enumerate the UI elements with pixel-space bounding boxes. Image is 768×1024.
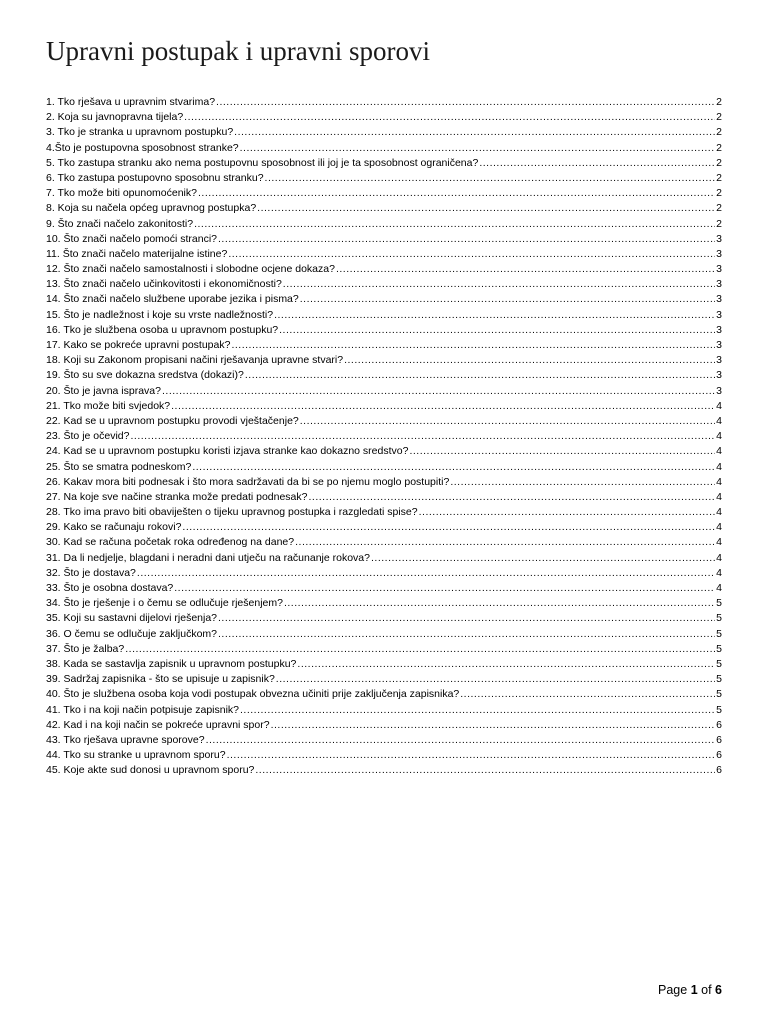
toc-entry-text: 32. Što je dostava? xyxy=(46,566,136,579)
toc-entry[interactable] xyxy=(46,232,722,247)
toc-entry-text: 17. Kako se pokreće upravni postupak? xyxy=(46,339,231,351)
toc-dot-leader xyxy=(182,520,715,535)
page-footer xyxy=(658,982,722,998)
toc-entry-text: 9. Što znači načelo zakonitosti? xyxy=(46,217,194,230)
toc-dot-leader xyxy=(409,444,715,459)
toc-entry-text: 28. Tko ima pravo biti obaviješten o tijeku upravnog postupka i razgledati spise? xyxy=(46,506,418,519)
toc-entry-page-number: 2 xyxy=(716,141,722,154)
toc-entry-text: 3. Tko je stranka u upravnom postupku? xyxy=(46,126,234,139)
toc-entry-page-number: 6 xyxy=(716,718,722,731)
toc-entry-text: 45. Koje akte sud donosi u upravnom sporu? xyxy=(46,764,255,777)
toc-dot-leader xyxy=(231,338,715,353)
toc-dot-leader xyxy=(479,156,715,171)
toc-entry[interactable] xyxy=(46,262,722,277)
toc-entry-page-number: 5 xyxy=(716,673,722,686)
toc-entry-page-number: 6 xyxy=(716,733,722,746)
toc-dot-leader xyxy=(300,414,715,429)
toc-entry[interactable] xyxy=(46,627,722,642)
toc-entry-page-number: 4 xyxy=(716,582,722,594)
toc-entry-page-number: 4 xyxy=(716,475,722,488)
toc-dot-leader xyxy=(218,611,715,626)
toc-entry-text: 5. Tko zastupa stranku ako nema postupovnu sposobnost ili joj je ta sposobnost ograničena? xyxy=(46,156,479,169)
toc-entry-text: 36. O čemu se odlučuje zaključkom? xyxy=(46,627,217,640)
toc-dot-leader xyxy=(194,217,715,232)
toc-dot-leader xyxy=(419,505,716,520)
toc-entry-page-number: 5 xyxy=(716,612,722,625)
toc-entry-text: 4.Što je postupovna sposobnost stranke? xyxy=(46,141,239,154)
toc-entry-page-number: 3 xyxy=(716,278,722,291)
toc-entry[interactable] xyxy=(46,353,722,368)
toc-entry[interactable] xyxy=(46,703,722,718)
toc-dot-leader xyxy=(271,718,716,733)
toc-entry[interactable] xyxy=(46,186,722,201)
toc-dot-leader xyxy=(234,125,715,140)
footer-page-word: Page xyxy=(658,983,688,997)
toc-dot-leader xyxy=(450,475,715,490)
toc-entry-text: 18. Koji su Zakonom propisani načini rješavanja upravne stvari? xyxy=(46,354,344,367)
toc-entry-page-number: 3 xyxy=(716,263,722,276)
toc-entry-text: 11. Što znači načelo materijalne istine? xyxy=(46,247,228,260)
toc-entry-text: 23. Što je očevid? xyxy=(46,430,130,443)
toc-entry-text: 8. Koja su načela općeg upravnog postupka? xyxy=(46,202,257,215)
toc-entry[interactable] xyxy=(46,429,722,444)
toc-entry-page-number: 5 xyxy=(716,657,722,670)
toc-entry[interactable] xyxy=(46,763,722,778)
toc-entry-page-number: 3 xyxy=(716,232,722,245)
toc-entry[interactable] xyxy=(46,95,722,110)
toc-entry-text: 43. Tko rješava upravne sporove? xyxy=(46,733,205,746)
toc-entry[interactable] xyxy=(46,292,722,307)
toc-entry-text: 1. Tko rješava u upravnim stvarima? xyxy=(46,96,216,108)
toc-entry[interactable] xyxy=(46,642,722,657)
toc-entry-text: 25. Što se smatra podneskom? xyxy=(46,460,192,473)
toc-entry-page-number: 4 xyxy=(716,551,722,564)
toc-entry-text: 22. Kad se u upravnom postupku provodi vještačenje? xyxy=(46,414,299,427)
toc-entry[interactable] xyxy=(46,748,722,763)
footer-current-page: 1 xyxy=(690,983,698,997)
toc-dot-leader xyxy=(265,171,716,186)
toc-entry[interactable] xyxy=(46,566,722,581)
toc-dot-leader xyxy=(297,657,715,672)
toc-entry-text: 33. Što je osobna dostava? xyxy=(46,582,174,594)
toc-entry-text: 2. Koja su javnopravna tijela? xyxy=(46,111,184,124)
toc-dot-leader xyxy=(125,642,715,657)
toc-entry-text: 10. Što znači načelo pomoći stranci? xyxy=(46,232,218,245)
toc-entry-page-number: 5 xyxy=(716,627,722,640)
toc-entry-page-number: 2 xyxy=(716,217,722,230)
toc-entry[interactable] xyxy=(46,399,722,414)
toc-entry[interactable] xyxy=(46,156,722,171)
toc-entry[interactable] xyxy=(46,490,722,505)
toc-dot-leader xyxy=(227,748,716,763)
toc-entry-page-number: 2 xyxy=(716,111,722,124)
toc-entry-page-number: 4 xyxy=(716,414,722,427)
toc-entry-text: 41. Tko i na koji način potpisuje zapisnik? xyxy=(46,703,240,716)
toc-entry-text: 34. Što je rješenje i o čemu se odlučuje rješenjem? xyxy=(46,597,283,610)
toc-entry[interactable] xyxy=(46,217,722,232)
toc-entry[interactable] xyxy=(46,171,722,186)
toc-entry[interactable] xyxy=(46,535,722,550)
toc-entry[interactable] xyxy=(46,672,722,687)
toc-dot-leader xyxy=(371,551,715,566)
toc-entry-page-number: 6 xyxy=(716,749,722,762)
footer-of-word: of xyxy=(701,983,712,997)
toc-entry-text: 26. Kakav mora biti podnesak i što mora sadržavati da bi se po njemu moglo postupiti? xyxy=(46,475,450,488)
toc-entry-page-number: 4 xyxy=(716,521,722,534)
toc-entry-text: 42. Kad i na koji način se pokreće upravni spor? xyxy=(46,718,270,731)
toc-dot-leader xyxy=(228,247,715,262)
toc-entry-text: 31. Da li nedjelje, blagdani i neradni dani utječu na računanje rokova? xyxy=(46,551,370,564)
toc-entry[interactable] xyxy=(46,475,722,490)
toc-entry-text: 44. Tko su stranke u upravnom sporu? xyxy=(46,749,226,762)
toc-entry[interactable] xyxy=(46,125,722,140)
toc-entry-page-number: 5 xyxy=(716,703,722,716)
toc-entry-page-number: 3 xyxy=(716,369,722,382)
toc-entry-page-number: 3 xyxy=(716,354,722,367)
toc-dot-leader xyxy=(216,95,715,110)
toc-entry[interactable] xyxy=(46,581,722,596)
toc-entry-text: 16. Tko je službena osoba u upravnom postupku? xyxy=(46,323,279,336)
toc-entry-page-number: 3 xyxy=(716,308,722,321)
toc-entry-text: 40. Što je službena osoba koja vodi postupak obvezna učiniti prije zaključenja zapisnika? xyxy=(46,688,460,701)
toc-entry[interactable] xyxy=(46,520,722,535)
toc-entry-page-number: 4 xyxy=(716,399,722,412)
toc-dot-leader xyxy=(198,186,715,201)
toc-entry[interactable] xyxy=(46,414,722,429)
toc-entry-page-number: 2 xyxy=(716,156,722,169)
toc-entry-page-number: 2 xyxy=(716,126,722,139)
toc-dot-leader xyxy=(162,384,715,399)
toc-dot-leader xyxy=(274,308,715,323)
toc-dot-leader xyxy=(184,110,715,125)
toc-entry-page-number: 4 xyxy=(716,506,722,519)
toc-dot-leader xyxy=(245,368,715,383)
toc-entry[interactable] xyxy=(46,596,722,611)
toc-dot-leader xyxy=(218,232,715,247)
toc-dot-leader xyxy=(276,672,715,687)
toc-entry-page-number: 4 xyxy=(716,566,722,579)
toc-entry-page-number: 3 xyxy=(716,339,722,351)
toc-entry[interactable] xyxy=(46,141,722,156)
toc-entry-text: 37. Što je žalba? xyxy=(46,642,125,655)
toc-dot-leader xyxy=(218,627,715,642)
toc-entry-text: 27. Na koje sve načine stranka može predati podnesak? xyxy=(46,490,308,503)
toc-entry[interactable] xyxy=(46,277,722,292)
toc-dot-leader xyxy=(300,292,715,307)
toc-entry-page-number: 3 xyxy=(716,247,722,260)
toc-entry[interactable] xyxy=(46,201,722,216)
toc-dot-leader xyxy=(284,596,715,611)
toc-entry-text: 19. Što su sve dokazna sredstva (dokazi)? xyxy=(46,369,244,382)
toc-entry-page-number: 4 xyxy=(716,430,722,443)
toc-dot-leader xyxy=(279,323,715,338)
toc-entry-text: 30. Kad se računa početak roka određenog na dane? xyxy=(46,536,295,549)
toc-dot-leader xyxy=(460,687,715,702)
toc-dot-leader xyxy=(240,141,716,156)
toc-entry[interactable] xyxy=(46,718,722,733)
toc-entry-text: 38. Kada se sastavlja zapisnik u upravnom postupku? xyxy=(46,657,297,670)
toc-entry-text: 6. Tko zastupa postupovno sposobnu stranku? xyxy=(46,171,264,184)
toc-entry-page-number: 5 xyxy=(716,642,722,655)
toc-dot-leader xyxy=(130,429,715,444)
toc-entry-page-number: 3 xyxy=(716,293,722,306)
footer-total-pages: 6 xyxy=(715,983,722,997)
toc-entry[interactable] xyxy=(46,551,722,566)
toc-entry-page-number: 5 xyxy=(716,688,722,701)
toc-dot-leader xyxy=(255,763,715,778)
document-title: Upravni postupak i upravni sporovi xyxy=(46,36,430,66)
toc-dot-leader xyxy=(336,262,715,277)
toc-entry[interactable] xyxy=(46,368,722,383)
toc-entry-text: 15. Što je nadležnost i koje su vrste nadležnosti? xyxy=(46,308,274,321)
toc-entry[interactable] xyxy=(46,505,722,520)
toc-entry-page-number: 4 xyxy=(716,490,722,503)
toc-entry[interactable] xyxy=(46,338,722,353)
toc-entry-page-number: 6 xyxy=(716,764,722,777)
toc-entry[interactable] xyxy=(46,308,722,323)
toc-entry[interactable] xyxy=(46,460,722,475)
toc-entry-page-number: 3 xyxy=(716,323,722,336)
toc-entry[interactable] xyxy=(46,110,722,125)
toc-dot-leader xyxy=(295,535,715,550)
toc-entry-text: 7. Tko može biti opunomoćenik? xyxy=(46,187,197,200)
toc-dot-leader xyxy=(171,399,715,414)
toc-entry-text: 24. Kad se u upravnom postupku koristi izjava stranke kao dokazno sredstvo? xyxy=(46,445,409,458)
toc-dot-leader xyxy=(192,460,715,475)
toc-entry-page-number: 4 xyxy=(716,460,722,473)
toc-entry-page-number: 5 xyxy=(716,597,722,610)
toc-entry-page-number: 3 xyxy=(716,384,722,397)
toc-entry-text: 14. Što znači načelo službene uporabe jezika i pisma? xyxy=(46,293,299,306)
table-of-contents xyxy=(46,95,722,778)
toc-entry[interactable] xyxy=(46,687,722,702)
toc-entry[interactable] xyxy=(46,247,722,262)
toc-entry-text: 20. Što je javna isprava? xyxy=(46,384,161,397)
toc-dot-leader xyxy=(257,201,715,216)
toc-entry-page-number: 2 xyxy=(716,171,722,184)
toc-entry[interactable] xyxy=(46,611,722,626)
toc-entry-page-number: 2 xyxy=(716,202,722,215)
toc-entry-page-number: 4 xyxy=(716,536,722,549)
toc-entry-page-number: 2 xyxy=(716,96,722,108)
toc-entry[interactable] xyxy=(46,657,722,672)
toc-dot-leader xyxy=(137,566,715,581)
toc-entry-text: 21. Tko može biti svjedok? xyxy=(46,399,171,412)
toc-dot-leader xyxy=(206,733,716,748)
toc-entry-page-number: 4 xyxy=(716,445,722,458)
toc-entry-text: 29. Kako se računaju rokovi? xyxy=(46,521,182,534)
toc-entry-text: 39. Sadržaj zapisnika - što se upisuje u zapisnik? xyxy=(46,673,275,686)
toc-entry[interactable] xyxy=(46,384,722,399)
toc-dot-leader xyxy=(174,581,715,596)
toc-entry[interactable] xyxy=(46,733,722,748)
toc-entry[interactable] xyxy=(46,444,722,459)
toc-entry-page-number: 2 xyxy=(716,187,722,200)
toc-dot-leader xyxy=(309,490,716,505)
toc-dot-leader xyxy=(240,703,715,718)
toc-entry-text: 35. Koji su sastavni dijelovi rješenja? xyxy=(46,612,218,625)
toc-entry-text: 12. Što znači načelo samostalnosti i slobodne ocjene dokaza? xyxy=(46,263,335,276)
toc-dot-leader xyxy=(283,277,715,292)
toc-entry-text: 13. Što znači načelo učinkovitosti i ekonomičnosti? xyxy=(46,278,282,291)
toc-dot-leader xyxy=(344,353,715,368)
toc-entry[interactable] xyxy=(46,323,722,338)
